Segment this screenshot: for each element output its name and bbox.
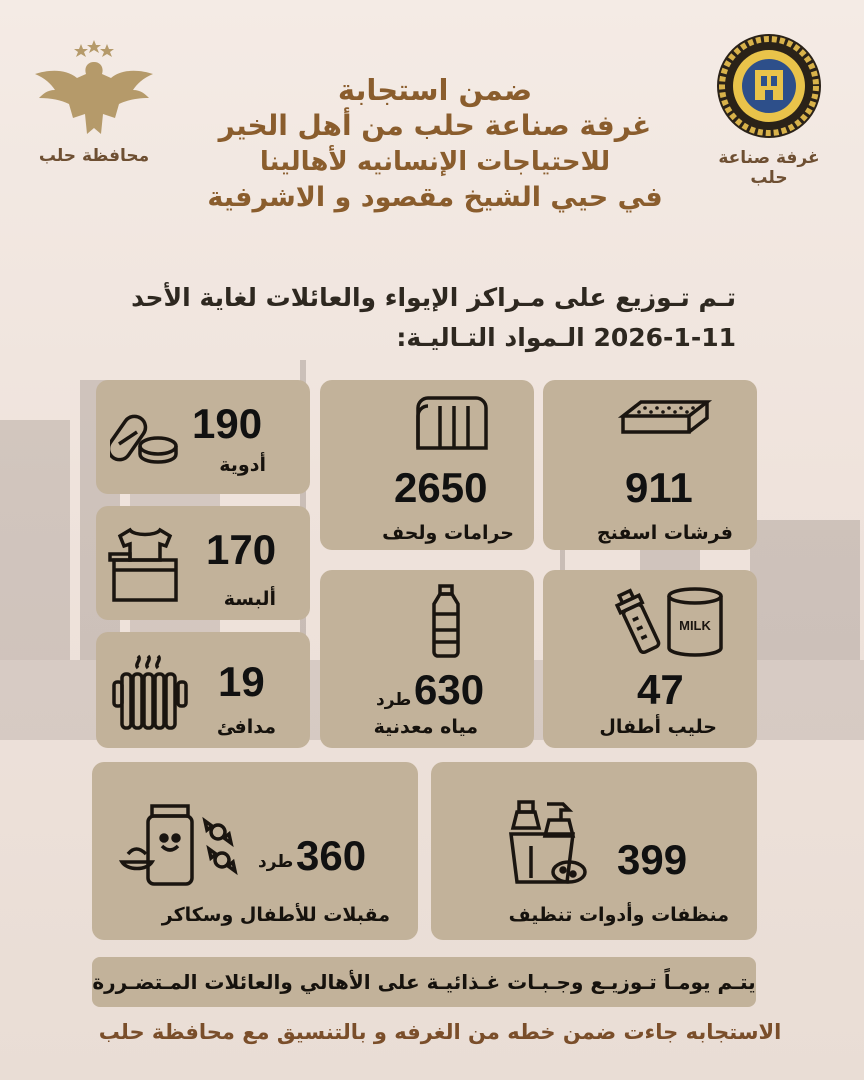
mattresses-count: 911 [625,464,693,511]
milk-label: حليب أطفال [599,716,717,738]
baby-milk-icon [609,584,729,658]
daily-meals-note: يتـم يومـاً تـوزيـع وجـبـات غـذائيـة على الأهالي والعائلات المـتضـررة [92,957,756,1007]
clothes-count: 170 [206,526,277,573]
eagle-emblem-icon [29,38,159,138]
blankets-label: حرامات ولحف [382,522,514,544]
footer-note: الاستجابه جاءت ضمن خطه من الغرفه و بالتنسيق مع محافظة حلب [98,1020,782,1044]
water-label: مياه معدنية [373,716,478,738]
svg-text:MILK: MILK [679,618,711,633]
title-line-1: ضمن استجابة [337,73,533,107]
water-bottle-icon [426,584,466,658]
chamber-caption: غرفة صناعة حلب [718,148,820,188]
heaters-label: مدافئ [216,716,276,738]
page-title [170,72,700,216]
title-line-4: في حيي الشيخ مقصود و الاشرفية [207,182,663,213]
pills-icon [110,400,180,470]
card-blankets [320,380,534,550]
blankets-count: 2650 [394,464,488,511]
card-cleaning [431,762,757,940]
heaters-count: 19 [218,658,265,705]
card-medicine [96,380,310,494]
card-baby-milk [543,570,757,748]
heater-icon [108,652,192,736]
cleaning-count: 399 [617,836,688,883]
title-line-2: غرفة صناعة حلب من أهل الخير [218,109,652,142]
snacks-unit: طرد [258,852,294,872]
card-clothes [96,506,310,620]
medicine-label: أدوية [219,454,266,476]
clothes-basket-icon [108,524,182,604]
snacks-label: مقبلات للأطفال وسكاكر [161,904,390,926]
chamber-logo [704,32,834,188]
governorate-logo [24,38,164,166]
mattress-icon [613,396,713,456]
title-line-3: للاحتياجات الإنسانيه لأهالينا [259,147,611,177]
card-mattresses [543,380,757,550]
mattresses-label: فرشات اسفنج [596,522,733,544]
card-snacks [92,762,418,940]
cleaning-supplies-icon [509,798,589,888]
water-unit: طرد [376,690,412,710]
snacks-count: 360 [296,832,367,879]
card-heaters [96,632,310,748]
clothes-label: ألبسة [223,588,276,610]
card-water [320,570,534,748]
cleaning-label: منظفات وأدوات تنظيف [508,904,729,926]
intro-line-2: 2026-1-11 الـمواد التـاليـة: [396,323,736,352]
folded-blanket-icon [410,392,490,456]
intro-line-1: تـم تـوزيع على مـراكز الإيواء والعائلات لغاية الأحد [131,283,736,312]
intro-text [86,278,736,358]
snacks-candy-icon [118,804,248,888]
governorate-caption: محافظة حلب [38,146,150,166]
medicine-count: 190 [192,400,263,447]
chamber-seal-icon [715,32,823,140]
milk-count: 47 [637,666,684,713]
water-count: 630 [414,666,485,713]
